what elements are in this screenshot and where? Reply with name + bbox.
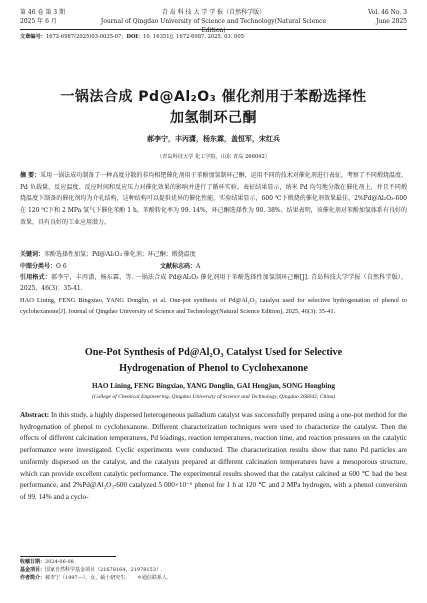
paper-title-en bbox=[20, 345, 407, 377]
fund-text: 国家自然科学基金项目（21678164，21978153）. bbox=[45, 567, 163, 573]
authors-en: HAO Lining, FENG Bingxiao, YANG Donglin, GAI Hengjun, SONG Hongbing bbox=[92, 382, 335, 390]
journal-issue-info bbox=[20, 8, 100, 26]
citation-cn bbox=[20, 272, 407, 294]
article-no: 1672-6987(2025)03-0035-07； bbox=[45, 34, 127, 40]
affiliation-cn: （青岛科技大学 化工学院，山东 青岛 266042） bbox=[157, 154, 270, 160]
title-cn-line2: 加氢制环己酮 bbox=[170, 110, 257, 126]
author-bio-text: 郝李宁（1997—），女，硕士研究生. bbox=[45, 575, 127, 581]
abstract-en-label: Abstract: bbox=[20, 411, 50, 419]
doc-code-label: 文献标志码： bbox=[160, 263, 197, 270]
classification-line bbox=[20, 261, 407, 272]
citation-cn-text: 郝李宁，丰丙潇，杨东霖，等. 一锅法合成 Pd@Al₂O₃ 催化剂用于苯酚选择性加氢制环己酮[J]. 青岛科技大学学报（自然科学版），2025，46(3)：35-41. bbox=[20, 274, 407, 292]
article-identifiers bbox=[20, 33, 407, 41]
keywords-cn-text: 苯酚选择性加氢；Pd@Al₂O₃ 催化剂；环己酮；煅烧温度 bbox=[44, 251, 196, 258]
abstract-en-text: In this study, a highly dispersed heterogeneous palladium catalyst was successfully prepared using a one-pot method for the hydrogenation of phenol to cyclohexanone. Different characterization techniques were used to characterize the catalyst. Then the effects of different calcination temperatures, Pd loadings, reaction temperatures, reaction time, and reaction pressures on the catalytic performance were investigated. Cyclic experiments were conducted. The characterization results show that nano Pd particles are uniformly dispersed on the catalyst, and the catalysts prepared at different calcination temperatures have a mesoporous structure, which can provide excellent catalytic performance. The experimental results showed that the catalyst calcined at 600 ℃ had the best performance, and 2%Pd@Al₂O₃-600 catalyzed 5 000×10⁻⁶ phenol for 1 h at 120 ℃ and 2 MPa hydrogen, with a phenol conversion of 99. 14% and a cyclo- bbox=[20, 411, 408, 501]
volume-no-en: Vol. 46 No. 3 bbox=[367, 9, 407, 16]
journal-name bbox=[92, 8, 335, 35]
received-date: 2024-06-08 bbox=[45, 559, 74, 565]
footnote-author bbox=[20, 575, 407, 583]
doc-code-value: A bbox=[196, 263, 201, 270]
received-label: 收稿日期： bbox=[20, 559, 46, 565]
title-en-line2: Hydrogenation of Phenol to Cyclohexanone bbox=[119, 363, 308, 374]
issue-date: 2025 年 6 月 bbox=[20, 18, 57, 25]
clc-label: 中图分类号： bbox=[20, 263, 57, 270]
corresponding-author-note: ＊通信联系人. bbox=[136, 575, 169, 581]
abstract-cn-label: 摘 要： bbox=[20, 172, 41, 179]
author-bio-label: 作者简介： bbox=[20, 575, 46, 581]
clc-value: O 6 bbox=[56, 263, 67, 270]
doc-code bbox=[160, 261, 200, 272]
abstract-cn bbox=[20, 170, 407, 229]
footnote-divider bbox=[20, 556, 116, 557]
affiliation-en: (College of Chemical Engineering, Qingdao University of Science and Technology, Qingdao 266042, China) bbox=[91, 394, 336, 400]
month-year-en: June 2025 bbox=[376, 18, 407, 25]
article-no-label: 文章编号： bbox=[20, 34, 46, 40]
title-en-line1: One-Pot Synthesis of Pd@Al₂O₃ Catalyst Used for Selective bbox=[84, 347, 343, 358]
journal-name-cn: 青 岛 科 技 大 学 学 报（自然科学版） bbox=[161, 9, 266, 16]
keywords-cn bbox=[20, 249, 407, 260]
doi-label: DOI： bbox=[126, 34, 144, 40]
title-cn-line1: 一锅法合成 Pd@Al₂O₃ 催化剂用于苯酚选择性 bbox=[60, 89, 367, 105]
doi-value: 10. 16351/j. 1672-6987. 2025. 03. 005 bbox=[143, 34, 244, 40]
footnote-received bbox=[20, 559, 407, 567]
abstract-cn-text: 采用一锅法成功制备了一种高度分散的非均相钯催化剂用于苯酚加氢制环己酮，运用不同的技术对催化剂进行表征，考察了不同煅烧温度、Pd 负载量、反应温度、反应时间和反应压力对催化效果的影响并进行了循环实验。表征结果显示，纳米 Pd 均匀地分散在催化剂上，并且不同煅烧温度下制备的催化剂均为介孔结构，这种结构可以提供优异的催化性能。实验结果显示，600 ℃下煅烧的催化剂效果最佳，2%Pd@Al₂O₃-600 在 120 ℃下和 2 MPa 氢气下催化苯酚 1 h，苯酚转化率为 99. 14%，环己酮选择性为 90. 38%。结果表明，该催化剂对苯酚加氢体系有良好的效果，具有良好的工业应用潜力。 bbox=[20, 172, 407, 226]
citation-cn-label: 引用格式： bbox=[20, 274, 51, 281]
footnote-fund bbox=[20, 567, 407, 575]
keywords-cn-label: 关键词： bbox=[20, 251, 45, 258]
abstract-en bbox=[20, 410, 407, 504]
fund-label: 基金项目： bbox=[20, 567, 46, 573]
journal-volume-en bbox=[340, 8, 407, 26]
volume-issue: 第 46 卷 第 3 期 bbox=[20, 9, 65, 16]
journal-name-en: Journal of Qingdao University of Science and Technology(Natural Science Edition) bbox=[100, 18, 327, 34]
header-divider bbox=[20, 29, 407, 30]
paper-title-cn bbox=[20, 87, 407, 129]
citation-en: HAO Lining, FENG Bingxiao, YANG Donglin, et al. One-pot synthesis of Pd@Al₂O₃ catalyst used for selective hydrogenation of phenol to cyclohexanone[J]. Journal of Qingdao University of Science and Technology(Natural Science Edition), 2025, 46(3): 35-41. bbox=[20, 297, 407, 315]
authors-cn: 郝李宁，丰丙潇，杨东霖，盖恒军，宋红兵 bbox=[147, 134, 280, 143]
